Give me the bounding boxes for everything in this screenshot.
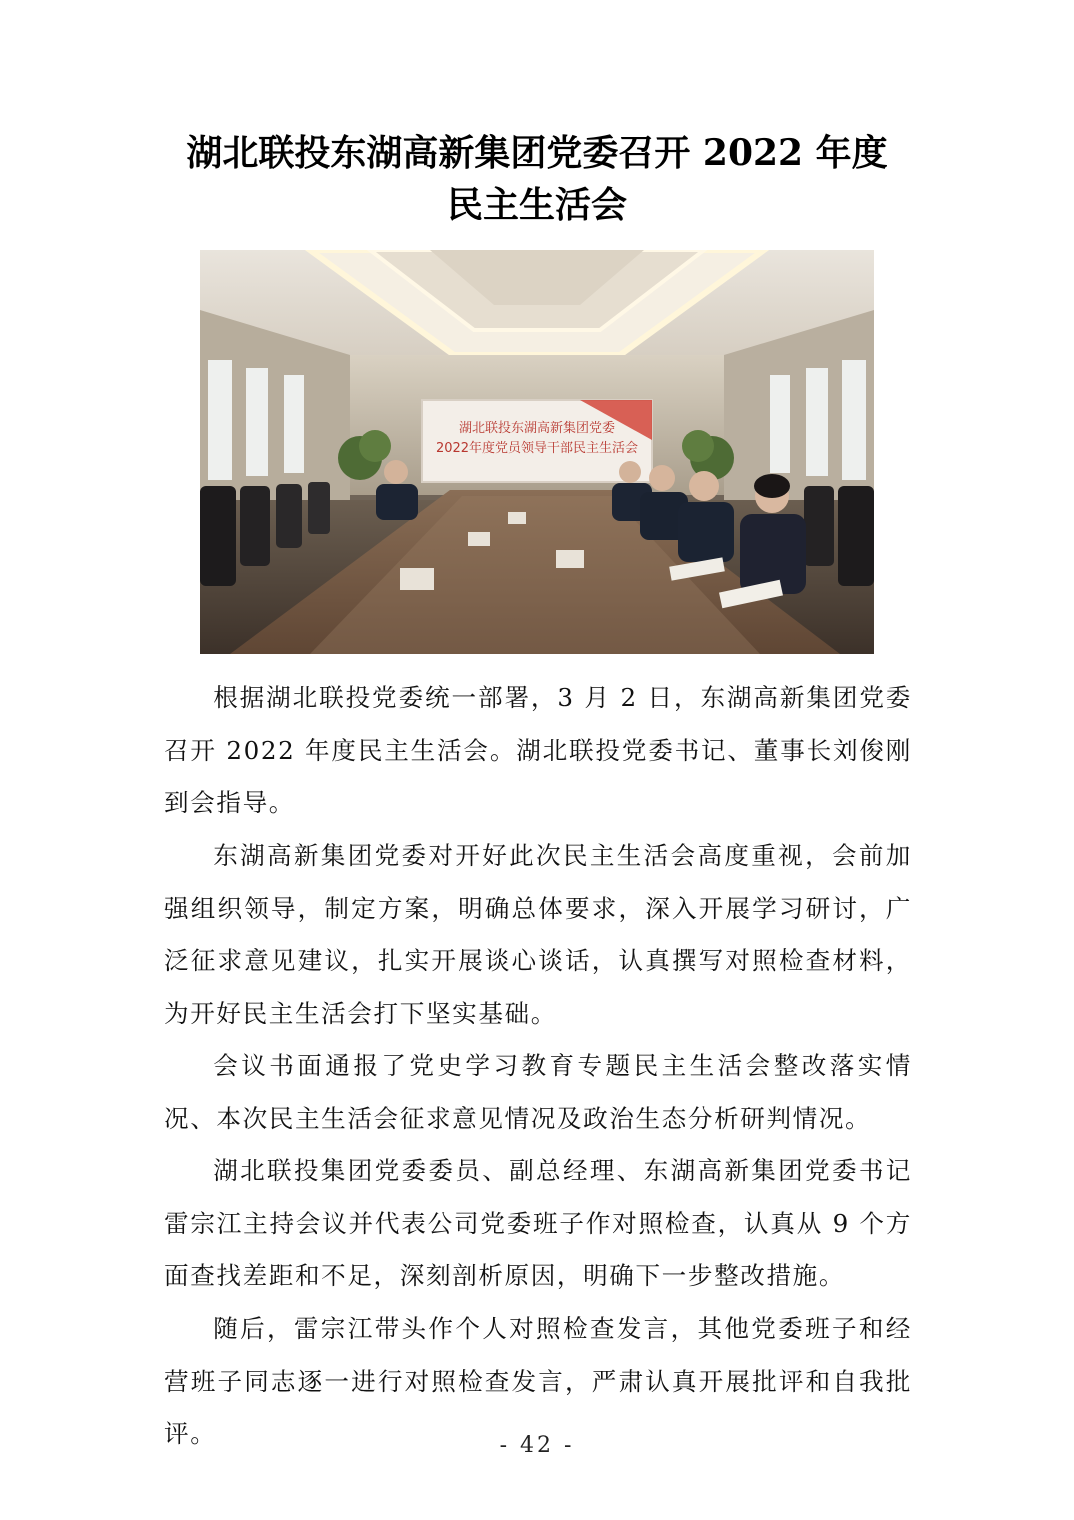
paragraph-5: 随后，雷宗江带头作个人对照检查发言，其他党委班子和经营班子同志逐一进行对照检查发言，严肃认真开展批评和自我批评。: [164, 1314, 912, 1448]
screen-text-line-1: 湖北联投东湖高新集团党委: [458, 421, 616, 436]
meeting-photo: [200, 250, 874, 654]
paragraph-2: 东湖高新集团党委对开好此次民主生活会高度重视，会前加强组织领导，制定方案，明确总体要求，深入开展学习研讨，广泛征求意见建议，扎实开展谈心谈话，认真撰写对照检查材料，为开好民主生活会打下坚实基础。: [164, 841, 912, 1028]
paragraph-1: 根据湖北联投党委统一部署，3 月 2 日，东湖高新集团党委召开 2022 年度民主生活会。湖北联投党委书记、董事长刘俊刚到会指导。: [164, 683, 912, 817]
document-title-line-2: 民主生活会: [446, 184, 627, 226]
page-number: - 42 -: [499, 1433, 575, 1458]
paragraph-4: 湖北联投集团党委委员、副总经理、东湖高新集团党委书记雷宗江主持会议并代表公司党委班子作对照检查，认真从 9 个方面查找差距和不足，深刻剖析原因，明确下一步整改措施。: [164, 1156, 912, 1290]
screen-text-line-2: 2022年度党员领导干部民主生活会: [435, 441, 639, 456]
document-title-line-1: 湖北联投东湖高新集团党委召开 2022 年度: [186, 132, 888, 174]
paragraph-3: 会议书面通报了党史学习教育专题民主生活会整改落实情况、本次民主生活会征求意见情况及政治生态分析研判情况。: [164, 1051, 912, 1133]
